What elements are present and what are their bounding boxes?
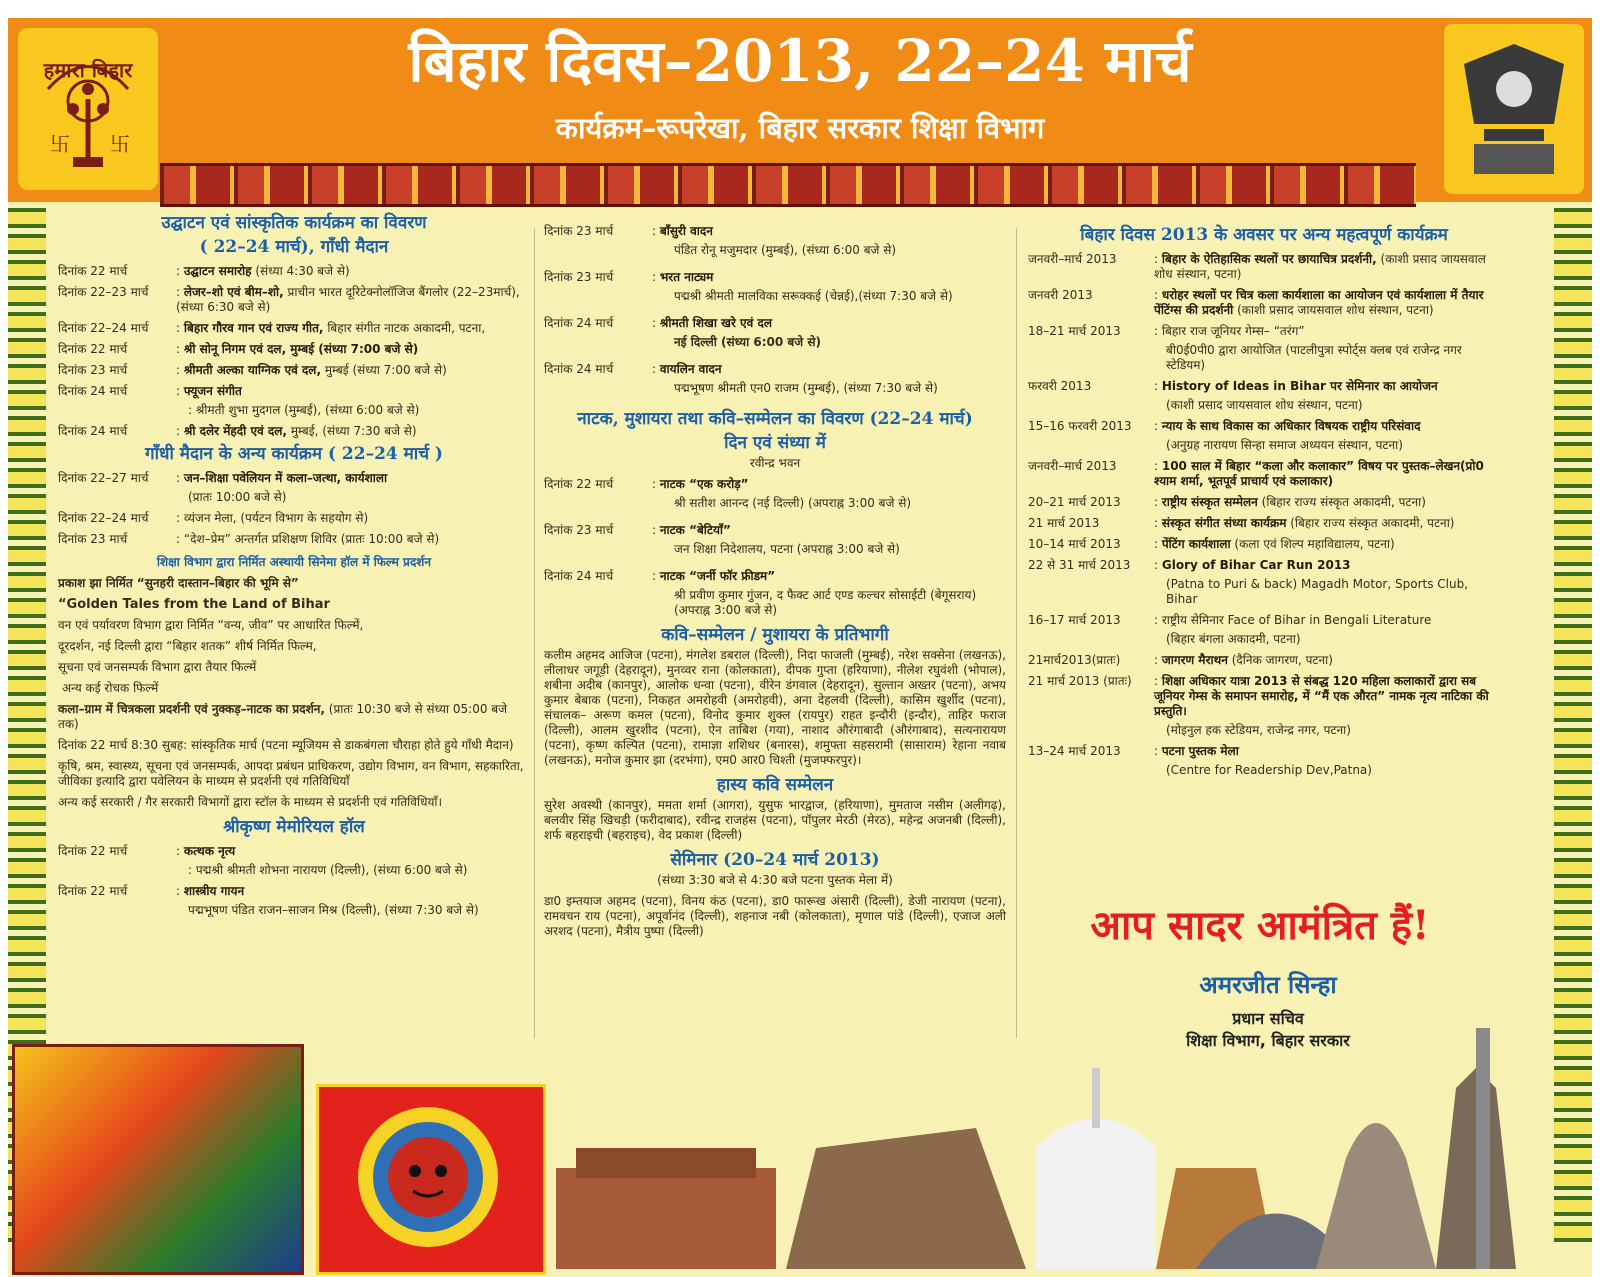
event-sub: श्री प्रवीण कुमार गुंजन, द फैक्ट आर्ट एण्ड कल्चर सोसाईटी (बेगूसराय) (अपराह्न 3:00 बजे से) [674, 588, 977, 617]
event-title: जन–शिक्षा पवेलियन में कला–जत्था, कार्यशाला [183, 471, 388, 485]
event-date: दिनांक 24 मार्च [58, 384, 128, 398]
event-date: 16–17 मार्च 2013 [1028, 613, 1121, 627]
event-date: 13–24 मार्च 2013 [1028, 744, 1121, 758]
event-date: फरवरी 2013 [1028, 379, 1092, 393]
event-date: दिनांक 22 मार्च [58, 844, 128, 858]
logo-text: हमारा बिहार [43, 58, 133, 82]
event-title: फ्यूजन संगीत [183, 384, 242, 398]
section-title-seminar: सेमिनार (20–24 मार्च 2013) [670, 850, 880, 870]
event-title: 100 साल में बिहार “कला और कलाकार” विषय पर पुस्तक–लेखन(प्रो0 श्याम शर्मा, भूतपूर्व प्राचार्य एवं कलाकार) [1154, 459, 1484, 488]
event-row: दिनांक 22–24 मार्च : बिहार गौरव गान एवं राज्य गीत, बिहार संगीत नाटक अकादमी, पटना, [58, 321, 486, 335]
event-detail: (बिहार राज्य संस्कृत अकादमी, पटना) [1290, 516, 1455, 530]
event-date: दिनांक 22 मार्च [544, 477, 614, 491]
event-title: संस्कृत संगीत संध्या कार्यक्रम [1161, 516, 1287, 530]
pavilion-line: कृषि, श्रम, स्वास्थ्य, सूचना एवं जनसम्पर्क, आपदा प्रबंधन प्राधिकरण, उद्योग विभाग, वन विभाग, सहकारिता, जीविका इत्यादि द्वारा पवेलियन के माध्यम से प्रदर्शनी एवं गतिविधियाँ [58, 759, 524, 788]
event-date: दिनांक 24 मार्च [544, 362, 614, 376]
madhubani-art-image [12, 1044, 304, 1275]
event-row: दिनांक 23 मार्च : “देश–प्रेम” अन्तर्गत प्रशिक्षण शिविर (प्रातः 10:00 बजे से) [58, 532, 440, 546]
event-row: दिनांक 24 मार्च : नाटक “जर्नी फॉर फ्रीडम” [544, 569, 776, 583]
section-title-sk-memorial: श्रीकृष्ण मेमोरियल हॉल [223, 817, 365, 837]
kavi-participants: कलीम अहमद आजिज (पटना), मंगलेश डबराल (दिल्ली), निदा फाजली (मुम्बई), नरेश सक्सेना (लखनऊ), लीलाधर जगूड़ी (देहरादून), मुनव्वर राना (कोलकाता), दीपक गुप्ता (हरियाणा), नीलेश रघुवंशी (भोपाल), शबीना अदीब (कानपुर), आलोक धन्वा (पटना), वीरेन डंगवाल (देहरादून), सुल्तान अख्तर (पटना), अभय कुमार बेबाक (पटना), निकहत अमरोहवी (अमरोहवी), अना देहलवी (दिल्ली), कासिम खुर्शीद (पटना), संचालक– अरूण कमल (पटना), विनोद कुमार शुक्ल (रायपुर) राहत इन्दौरी (इन्दौर), ताहिर फराज (दिल्ली), आलम खुरशीद (पटना), ऐन ताबिश (गया), नाशाद औरंगाबादी (औरंगाबाद), सत्यनारायण (पटना), कृष्ण कल्पित (पटना), रामाज्ञा शशिधर (बनारस), शमुफ्ता सहसरामी (सासाराम) रेहाना नवाब (लखनऊ), मनोज कुमार झा (दरभंगा), एम0 आर0 चिश्ती (मुजफ्फरपुर)। [544, 648, 1006, 767]
event-sub: (Centre for Readership Dev,Patna) [1166, 763, 1372, 777]
event-row: दिनांक 23 मार्च : भरत नाट्यम [544, 270, 714, 284]
event-row: दिनांक 24 मार्च : वायलिन वादन [544, 362, 722, 376]
event-title: न्याय के साथ विकास का अधिकार विषयक राष्ट्रीय परिसंवाद [1161, 419, 1421, 433]
event-detail: पद्मभूषण पंडित राजन–साजन मिश्र (दिल्ली), (संध्या 7:30 बजे से) [188, 903, 479, 917]
event-row: जनवरी–मार्च 2013 : 100 साल में बिहार “कला और कलाकार” विषय पर पुस्तक–लेखन(प्रो0 श्याम शर्मा, भूतपूर्व प्राचार्य एवं कलाकार) [1028, 459, 1484, 488]
event-detail: प्राचीन भारत दूरिटेक्नोलॉजिज बैंगलोर (22–23मार्च), (संध्या 6:30 बजे से) [176, 285, 520, 314]
section-title-natak: नाटक, मुशायरा तथा कवि–सम्मेलन का विवरण (22–24 मार्च) [577, 409, 973, 429]
event-date: 18–21 मार्च 2013 [1028, 324, 1121, 338]
page-subtitle: कार्यक्रम–रूपरेखा, बिहार सरकार शिक्षा विभाग [555, 111, 1045, 145]
event-date: दिनांक 22–27 मार्च [58, 471, 149, 485]
hasya-participants: सुरेश अवस्थी (कानपुर), ममता शर्मा (आगरा), युसुफ भारद्वाज, (हरियाणा), मुमताज नसीम (अलीगढ़), बलवीर सिंह खिचड़ी (फरीदाबाद), रवीन्द्र राजहंस (पटना), पॉपुलर मेरठी (मेरठ), महेन्द्र अजनबी (दिल्ली), शर्फ बहराइची (बहराइच), वेद प्रकाश (दिल्ली) [544, 798, 1006, 842]
event-date: 15–16 फरवरी 2013 [1028, 419, 1132, 433]
svg-text:卐: 卐 [110, 132, 130, 156]
event-row: दिनांक 22–27 मार्च : जन–शिक्षा पवेलियन में कला–जत्था, कार्यशाला [58, 471, 388, 485]
event-sub [58, 490, 530, 505]
event-row: 20–21 मार्च 2013 : राष्ट्रीय संस्कृत सम्मेलन (बिहार राज्य संस्कृत अकादमी, पटना) [1028, 495, 1426, 509]
seminar-time: (संध्या 3:30 बजे से 4:30 बजे पटना पुस्तक मेला में) [657, 873, 893, 887]
film-line: सूचना एवं जनसम्पर्क विभाग द्वारा तैयार फिल्में [58, 660, 257, 674]
event-row: दिनांक 22 मार्च : श्री सोनू निगम एवं दल, मुम्बई (संध्या 7:00 बजे से) [58, 342, 419, 356]
column-divider [534, 228, 535, 1038]
event-row: दिनांक 23 मार्च : बाँसुरी वादन [544, 224, 713, 238]
event-row: 18–21 मार्च 2013 : बिहार राज जूनियर गेम्स– “तरंग” [1028, 324, 1305, 338]
event-row: दिनांक 22 मार्च : उद्घाटन समारोह (संध्या 4:30 बजे से) [58, 264, 350, 278]
event-date: 10–14 मार्च 2013 [1028, 537, 1121, 551]
event-date: दिनांक 23 मार्च [544, 224, 614, 238]
column-divider [1016, 228, 1017, 1038]
event-row: दिनांक 24 मार्च : श्री दलेर मेंहदी एवं दल, मुम्बई, (संध्या 7:30 बजे से) [58, 424, 417, 438]
event-date: जनवरी–मार्च 2013 [1028, 252, 1117, 266]
right-border-pattern [1554, 202, 1592, 1247]
event-title: राष्ट्रीय संस्कृत सम्मेलन [1161, 495, 1258, 509]
event-date: दिनांक 23 मार्च [544, 523, 614, 537]
event-sub: (अनुग्रह नारायण सिन्हा समाज अध्ययन संस्थान, पटना) [1166, 438, 1403, 452]
event-detail: (प्रातः 10:00 बजे से) [188, 490, 287, 504]
event-date: दिनांक 23 मार्च [544, 270, 614, 284]
seminar-speakers: डा0 इम्तयाज अहमद (पटना), विनय कंठ (पटना), डा0 फारूख अंसारी (दिल्ली), डेजी नारायण (पटना), रामवचन राय (पटना), अपूर्वानंद (दिल्ली), शहनाज नबी (कोलकाता), मृणाल पांडे (दिल्ली), एजाज अली अरशद (पटना), मैत्रीय पुष्पा (दिल्ली) [544, 894, 1006, 938]
kala-gram-line [58, 702, 530, 732]
event-detail: (बिहार राज्य संस्कृत अकादमी, पटना) [1261, 495, 1426, 509]
event-sub: (Patna to Puri & back) Magadh Motor, Sports Club, Bihar [1166, 577, 1469, 606]
section-title-natak-2: दिन एवं संध्या में [724, 433, 826, 453]
venue-label: रवीन्द्र भवन [749, 456, 801, 470]
event-date: दिनांक 24 मार्च [544, 316, 614, 330]
film-line: अन्य कई रोचक फिल्में [62, 681, 159, 695]
event-row: दिनांक 22 मार्च : नाटक “एक करोड़” [544, 477, 749, 491]
event-sub: (मोइनुल हक स्टेडियम, राजेन्द्र नगर, पटना) [1166, 723, 1351, 737]
event-row: जनवरी 2013 : धरोहर स्थलों पर चित्र कला कार्यशाला का आयोजन एवं कार्यशाला में तैयार पेंटिंग्स की प्रदर्शनी (काशी प्रसाद जायसवाल शोध संस्थान, पटना) [1028, 288, 1484, 317]
event-date: 21 मार्च 2013 (प्रातः) [1028, 674, 1132, 688]
event-detail: श्री सोनू निगम एवं दल, मुम्बई (संध्या 7:00 बजे से) [183, 342, 419, 356]
event-row: दिनांक 22–23 मार्च : लेजर–शो एवं बीम–शो, प्राचीन भारत दूरिटेक्नोलॉजिज बैंगलोर (22–23मार्च), (संध्या 6:30 बजे से) [58, 285, 520, 314]
march-line: दिनांक 22 मार्च 8:30 सुबह: सांस्कृतिक मार्च (पटना म्यूजियम से डाकबंगला चौराहा होते हुये गाँधी मैदान) [58, 738, 514, 752]
section-title-opening-2: ( 22–24 मार्च), गाँधी मैदान [199, 237, 389, 257]
event-detail: “देश–प्रेम” अन्तर्गत प्रशिक्षण शिविर (प्रातः 10:00 बजे से) [183, 532, 440, 546]
column-right [1028, 224, 1500, 784]
film-line: दूरदर्शन, नई दिल्ली द्वारा “बिहार शतक” शीर्ष निर्मित फिल्म, [58, 639, 317, 653]
event-detail: बिहार संगीत नाटक अकादमी, पटना, [327, 321, 486, 335]
page-title: बिहार दिवस–2013, 22–24 मार्च [408, 27, 1192, 95]
event-title: श्री दलेर मेंहदी एवं दल, [183, 424, 287, 438]
sun-art-image [316, 1084, 546, 1275]
event-sub [58, 903, 530, 918]
event-sub: नई दिल्ली (संध्या 6:00 बजे से) [674, 335, 821, 349]
signatory-title: प्रधान सचिव [1232, 1009, 1304, 1028]
section-title-opening: उद्घाटन एवं सांस्कृतिक कार्यक्रम का विवरण [161, 213, 427, 233]
event-date: 22 से 31 मार्च 2013 [1028, 558, 1131, 572]
event-title: History of Ideas in Bihar पर सेमिनार का आयोजन [1161, 379, 1438, 393]
cinema-title: शिक्षा विभाग द्वारा निर्मित अस्थायी सिनेमा हॉल में फिल्म प्रदर्शन [156, 555, 432, 569]
stall-line: अन्य कई सरकारी / गैर सरकारी विभागों द्वारा स्टॉल के माध्यम से प्रदर्शनी एवं गतिविधियाँ। [58, 795, 443, 809]
event-title: लेजर–शो एवं बीम–शो, [183, 285, 284, 299]
event-sub: पद्मभूषण श्रीमती एन0 राजम (मुम्बई), (संध्या 7:30 बजे से) [674, 381, 938, 395]
event-title: पेंटिंग कार्यशाला [1161, 537, 1231, 551]
event-row: दिनांक 24 मार्च : श्रीमती शिखा खरे एवं दल [544, 316, 773, 330]
event-row: दिनांक 22 मार्च : कत्थक नृत्य [58, 844, 236, 858]
event-row: 21 मार्च 2013 (प्रातः) : शिक्षा अधिकार यात्रा 2013 से संबद्ध 120 महिला कलाकारों द्वारा सब जूनियर गेम्स के समापन समारोह, में “मैं एक औरत” नामक नृत्य नाटिका की प्रस्तुति। [1028, 674, 1489, 718]
event-title: पटना पुस्तक मेला [1161, 744, 1239, 758]
event-title: बाँसुरी वादन [659, 224, 713, 238]
event-title: नाटक “बेटियाँ” [659, 523, 731, 537]
event-sub: (काशी प्रसाद जायसवाल शोध संस्थान, पटना) [1166, 398, 1363, 412]
event-date: दिनांक 22–24 मार्च [58, 321, 149, 335]
event-date: जनवरी 2013 [1028, 288, 1093, 302]
event-title: धरोहर स्थलों पर चित्र कला कार्यशाला का आयोजन एवं कार्यशाला में तैयार पेंटिंग्स की प्रदर्शनी [1154, 288, 1484, 317]
event-date: दिनांक 22 मार्च [58, 342, 128, 356]
event-row: 15–16 फरवरी 2013 : न्याय के साथ विकास का अधिकार विषयक राष्ट्रीय परिसंवाद [1028, 419, 1421, 433]
event-detail: (कला एवं शिल्प महाविद्यालय, पटना) [1234, 537, 1395, 551]
event-date: दिनांक 22 मार्च [58, 884, 128, 898]
event-row: दिनांक 23 मार्च : नाटक “बेटियाँ” [544, 523, 731, 537]
event-title: उद्घाटन समारोह [183, 264, 252, 278]
event-title: नाटक “एक करोड़” [659, 477, 749, 491]
event-row: 21मार्च2013(प्रातः) : जागरण मैराथन (दैनिक जागरण, पटना) [1028, 653, 1333, 667]
event-detail: मुम्बई, (संध्या 7:30 बजे से) [290, 424, 417, 438]
section-title-gandhi-maidan: गाँधी मैदान के अन्य कार्यक्रम ( 22–24 मार्च ) [145, 444, 443, 464]
event-sub: बी0ई0पी0 द्वारा आयोजित (पाटलीपुत्रा स्पोर्ट्स क्लब एवं राजेन्द्र नगर स्टेडियम) [1166, 343, 1462, 372]
column-left [58, 212, 530, 924]
column-middle [544, 224, 1006, 945]
event-title: बिहार के ऐतिहासिक स्थलों पर छायाचित्र प्रदर्शनी, [1161, 252, 1377, 266]
header-banner [8, 18, 1592, 202]
event-title: नाटक “जर्नी फॉर फ्रीडम” [659, 569, 776, 583]
section-title-kavi: कवि–सम्मेलन / मुशायरा के प्रतिभागी [661, 625, 889, 645]
emblem-icon [1444, 24, 1584, 194]
event-date: दिनांक 22 मार्च [58, 264, 128, 278]
event-row: दिनांक 22 मार्च : शास्त्रीय गायन [58, 884, 245, 898]
monuments-collage-image [556, 1028, 1516, 1269]
event-detail: श्रीमती शुभा मुदगल (मुम्बई), (संध्या 6:00 बजे से) [195, 403, 420, 417]
event-sub: श्री सतीश आनन्द (नई दिल्ली) (अपराह्न 3:00 बजे से) [674, 496, 912, 510]
film-line: प्रकाश झा निर्मित “सुनहरी दास्तान–बिहार की भूमि से” [58, 576, 299, 590]
event-date: दिनांक 23 मार्च [58, 363, 128, 377]
hamara-bihar-logo [18, 28, 158, 190]
event-date: 21 मार्च 2013 [1028, 516, 1100, 530]
event-title: श्रीमती शिखा खरे एवं दल [659, 316, 773, 330]
event-sub: : पद्मश्री श्रीमती शोभना नारायण (दिल्ली), (संध्या 6:00 बजे से) [188, 863, 468, 877]
event-sub: : श्रीमती शुभा मुदगल (मुम्बई), (संध्या 6:00 बजे से) [188, 403, 420, 417]
event-detail: (काशी प्रसाद जायसवाल शोध संस्थान, पटना) [1237, 303, 1434, 317]
film-line: वन एवं पर्यावरण विभाग द्वारा निर्मित “वन्य, जीव” पर आधारित फिल्में, [58, 618, 364, 632]
event-row: दिनांक 24 मार्च : फ्यूजन संगीत [58, 384, 242, 398]
signatory-department: शिक्षा विभाग, बिहार सरकार [1186, 1031, 1350, 1050]
event-title: शिक्षा अधिकार यात्रा 2013 से संबद्ध 120 महिला कलाकारों द्वारा सब जूनियर गेम्स के समापन समारोह, में “मैं एक औरत” नामक नृत्य नाटिका की प्रस्तुति। [1154, 674, 1489, 718]
event-row: 22 से 31 मार्च 2013 : Glory of Bihar Car Run 2013 [1028, 558, 1351, 572]
event-sub: पद्मश्री श्रीमती मालविका सरूक्कई (चेन्नई),(संध्या 7:30 बजे से) [674, 289, 953, 303]
svg-text:卐: 卐 [50, 132, 70, 156]
event-title: वायलिन वादन [659, 362, 722, 376]
event-row: दिनांक 22–24 मार्च : व्यंजन मेला, (पर्यटन विभाग के सहयोग से) [58, 511, 369, 525]
event-title: बिहार गौरव गान एवं राज्य गीत, [183, 321, 324, 335]
kala-gram-title: कला–ग्राम में चित्रकला प्रदर्शनी एवं नुक्कड़–नाटक का प्रदर्शन, [58, 702, 325, 716]
event-detail: मुम्बई (संध्या 7:00 बजे से) [324, 363, 447, 377]
event-row: जनवरी–मार्च 2013 : बिहार के ऐतिहासिक स्थलों पर छायाचित्र प्रदर्शनी, (काशी प्रसाद जायसवाल शोध संस्थान, पटना) [1028, 252, 1486, 281]
event-date: दिनांक 24 मार्च [58, 424, 128, 438]
event-title: कत्थक नृत्य [183, 844, 236, 858]
film-line: “Golden Tales from the Land of Bihar [58, 597, 330, 612]
event-detail: बिहार राज जूनियर गेम्स– “तरंग” [1161, 324, 1305, 338]
event-title: Glory of Bihar Car Run 2013 [1161, 558, 1351, 572]
event-date: दिनांक 24 मार्च [544, 569, 614, 583]
event-date: 21मार्च2013(प्रातः) [1028, 653, 1121, 667]
event-sub: (बिहार बंगला अकादमी, पटना) [1166, 632, 1301, 646]
invitation-text: आप सादर आमंत्रित हैं! [1090, 902, 1430, 949]
event-date: दिनांक 22–24 मार्च [58, 511, 149, 525]
event-row: 10–14 मार्च 2013 : पेंटिंग कार्यशाला (कला एवं शिल्प महाविद्यालय, पटना) [1028, 537, 1395, 551]
event-row: 13–24 मार्च 2013 : पटना पुस्तक मेला [1028, 744, 1239, 758]
signatory-name: अमरजीत सिन्हा [1199, 970, 1337, 999]
event-detail: (दैनिक जागरण, पटना) [1231, 653, 1333, 667]
section-title-hasya: हास्य कवि सम्मेलन [716, 775, 834, 795]
event-date: दिनांक 22–23 मार्च [58, 285, 149, 299]
event-sub: पंडित रोनू मजुमदार (मुम्बई), (संध्या 6:00 बजे से) [674, 243, 897, 257]
event-detail: व्यंजन मेला, (पर्यटन विभाग के सहयोग से) [183, 511, 369, 525]
event-row: दिनांक 23 मार्च : श्रीमती अल्का याग्निक एवं दल, मुम्बई (संध्या 7:00 बजे से) [58, 363, 447, 377]
event-date: 20–21 मार्च 2013 [1028, 495, 1121, 509]
event-title: भरत नाट्यम [659, 270, 714, 284]
event-title: शास्त्रीय गायन [183, 884, 245, 898]
event-detail: (संध्या 4:30 बजे से) [255, 264, 350, 278]
event-date: जनवरी–मार्च 2013 [1028, 459, 1117, 473]
kala-gram-time: (प्रातः 10:30 बजे से संध्या 05:00 बजे तक) [58, 702, 508, 731]
event-row: 21 मार्च 2013 : संस्कृत संगीत संध्या कार्यक्रम (बिहार राज्य संस्कृत अकादमी, पटना) [1028, 516, 1455, 530]
event-row: 16–17 मार्च 2013 : राष्ट्रीय सेमिनार Face of Bihar in Bengali Literature [1028, 613, 1432, 627]
event-row: फरवरी 2013 : History of Ideas in Bihar पर सेमिनार का आयोजन [1028, 379, 1438, 393]
event-date: दिनांक 23 मार्च [58, 532, 128, 546]
section-title-other: बिहार दिवस 2013 के अवसर पर अन्य महत्वपूर्ण कार्यक्रम [1080, 225, 1448, 245]
event-detail: राष्ट्रीय सेमिनार Face of Bihar in Bengali Literature [1161, 613, 1432, 627]
event-sub: जन शिक्षा निदेशालय, पटना (अपराह्न 3:00 बजे से) [674, 542, 900, 556]
event-detail: पद्मश्री श्रीमती शोभना नारायण (दिल्ली), (संध्या 6:00 बजे से) [195, 863, 468, 877]
event-detail: (काशी प्रसाद जायसवाल शोध संस्थान, पटना) [1154, 252, 1486, 281]
event-title: श्रीमती अल्का याग्निक एवं दल, [183, 363, 322, 377]
event-title: जागरण मैराथन [1161, 653, 1228, 667]
poster [8, 18, 1592, 1277]
decorative-band [160, 163, 1416, 207]
